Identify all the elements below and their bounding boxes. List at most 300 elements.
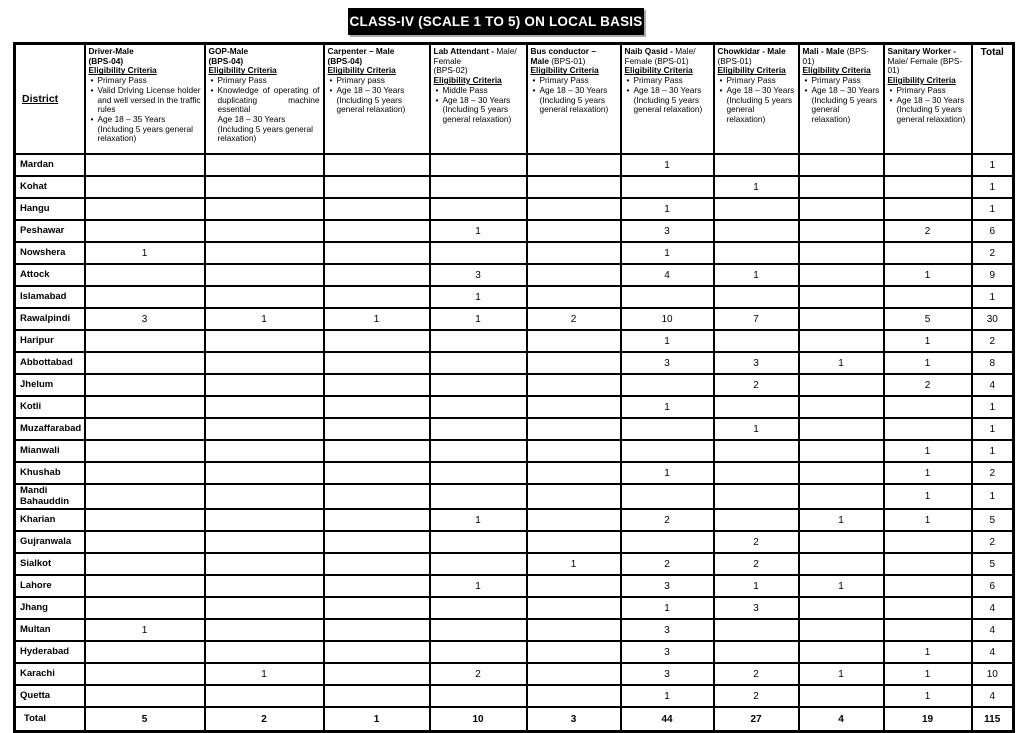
count-cell-driver (85, 597, 205, 619)
count-cell-carpenter (324, 509, 430, 531)
count-cell-bus-conductor (527, 220, 621, 242)
count-cell-driver (85, 641, 205, 663)
total-column-header: Total (972, 44, 1014, 155)
row-total-cell: 10 (972, 663, 1014, 685)
job-title-bold: Lab Attendant - (433, 46, 495, 56)
count-cell-sanitary-worker: 2 (884, 220, 972, 242)
count-cell-chowkidar (714, 462, 799, 484)
table-row (15, 685, 1014, 707)
count-cell-carpenter (324, 198, 430, 220)
criteria-bullet: • Valid Driving License holder and well versed in the traffic rules (89, 86, 201, 115)
count-cell-naib-qasid (621, 531, 714, 553)
count-cell-carpenter (324, 418, 430, 440)
row-total-cell: 1 (972, 484, 1014, 509)
criteria-bullet: • Knowledge of operating of duplicating machine essential (209, 86, 320, 115)
table-row (15, 641, 1014, 663)
total-count-cell-sanitary-worker: 19 (884, 707, 972, 732)
job-title-gender: Male/ Female (624, 46, 696, 66)
count-cell-chowkidar (714, 286, 799, 308)
count-cell-gop (205, 330, 324, 352)
table-row (15, 619, 1014, 641)
table-row (15, 374, 1014, 396)
count-cell-lab-attendant: 1 (430, 220, 527, 242)
column-header-lab-attendant (430, 44, 527, 155)
count-cell-chowkidar (714, 154, 799, 176)
count-cell-carpenter (324, 619, 430, 641)
criteria-bullet: • Primary Pass (89, 76, 201, 86)
count-cell-naib-qasid: 2 (621, 509, 714, 531)
count-cell-driver (85, 663, 205, 685)
recruitment-table (13, 42, 1015, 733)
column-header-mali (799, 44, 884, 155)
count-cell-mali (799, 619, 884, 641)
count-cell-sanitary-worker (884, 396, 972, 418)
count-cell-bus-conductor (527, 176, 621, 198)
total-count-cell-mali: 4 (799, 707, 884, 732)
count-cell-chowkidar: 7 (714, 308, 799, 330)
count-cell-naib-qasid: 1 (621, 154, 714, 176)
job-bps: (BPS-01) (654, 55, 689, 66)
table-row (15, 352, 1014, 374)
total-count-cell-lab-attendant: 10 (430, 707, 527, 732)
criteria-bullet: • Age 18 – 30 Years (Including 5 years general relaxation) (328, 86, 426, 115)
count-cell-bus-conductor (527, 484, 621, 509)
table-row (15, 330, 1014, 352)
row-total-cell: 4 (972, 374, 1014, 396)
count-cell-chowkidar (714, 509, 799, 531)
column-header-sanitary-worker (884, 44, 972, 155)
count-cell-bus-conductor (527, 418, 621, 440)
count-cell-chowkidar: 3 (714, 597, 799, 619)
criteria-bullet: • Primary pass (328, 76, 426, 86)
count-cell-chowkidar (714, 220, 799, 242)
table-header (15, 44, 1014, 155)
count-cell-sanitary-worker: 1 (884, 330, 972, 352)
count-cell-carpenter (324, 374, 430, 396)
count-cell-bus-conductor (527, 264, 621, 286)
count-cell-driver (85, 176, 205, 198)
count-cell-carpenter (324, 531, 430, 553)
count-cell-sanitary-worker: 5 (884, 308, 972, 330)
column-header-chowkidar (714, 44, 799, 155)
count-cell-driver (85, 264, 205, 286)
criteria-bullet: • Primary Pass (718, 76, 795, 86)
eligibility-criteria-label: Eligibility Criteria (802, 65, 871, 76)
job-title-bold: Mali - Male (802, 46, 845, 56)
job-bps: (BPS-01) (887, 55, 963, 76)
eligibility-criteria-label: Eligibility Criteria (624, 65, 693, 76)
count-cell-chowkidar: 2 (714, 685, 799, 707)
count-cell-chowkidar: 2 (714, 553, 799, 575)
table-row (15, 462, 1014, 484)
count-cell-driver (85, 509, 205, 531)
count-cell-bus-conductor (527, 154, 621, 176)
column-header-naib-qasid (621, 44, 714, 155)
count-cell-chowkidar (714, 619, 799, 641)
count-cell-bus-conductor (527, 531, 621, 553)
count-cell-chowkidar: 2 (714, 663, 799, 685)
count-cell-carpenter (324, 176, 430, 198)
count-cell-naib-qasid: 1 (621, 198, 714, 220)
count-cell-naib-qasid: 1 (621, 685, 714, 707)
row-total-cell: 1 (972, 176, 1014, 198)
count-cell-lab-attendant: 1 (430, 286, 527, 308)
job-bps: (BPS-04) (327, 55, 363, 66)
count-cell-naib-qasid: 4 (621, 264, 714, 286)
table-row (15, 154, 1014, 176)
table-row (15, 484, 1014, 509)
count-cell-driver (85, 286, 205, 308)
count-cell-gop (205, 484, 324, 509)
count-cell-carpenter (324, 220, 430, 242)
count-cell-carpenter (324, 352, 430, 374)
job-bps: (BPS-04) (208, 55, 244, 66)
page-title: CLASS-IV (SCALE 1 TO 5) ON LOCAL BASIS (348, 8, 644, 35)
count-cell-driver (85, 418, 205, 440)
count-cell-chowkidar (714, 484, 799, 509)
count-cell-bus-conductor (527, 619, 621, 641)
job-title (888, 47, 968, 76)
total-count-cell-naib-qasid: 44 (621, 707, 714, 732)
job-title-bold: Naib Qasid - (624, 46, 673, 56)
count-cell-gop (205, 418, 324, 440)
count-cell-sanitary-worker (884, 418, 972, 440)
count-cell-mali (799, 685, 884, 707)
row-total-cell: 4 (972, 597, 1014, 619)
count-cell-sanitary-worker (884, 176, 972, 198)
row-total-cell: 1 (972, 198, 1014, 220)
row-total-cell: 2 (972, 330, 1014, 352)
count-cell-driver (85, 374, 205, 396)
district-cell: Jhang (15, 597, 85, 619)
count-cell-naib-qasid (621, 176, 714, 198)
row-total-cell: 6 (972, 575, 1014, 597)
count-cell-sanitary-worker: 1 (884, 509, 972, 531)
count-cell-gop: 1 (205, 663, 324, 685)
count-cell-lab-attendant: 3 (430, 264, 527, 286)
row-total-cell: 6 (972, 220, 1014, 242)
count-cell-gop (205, 597, 324, 619)
district-cell: Multan (15, 619, 85, 641)
job-title-bold: GOP-Male (208, 46, 249, 56)
count-cell-naib-qasid: 3 (621, 663, 714, 685)
row-total-cell: 1 (972, 154, 1014, 176)
job-title (718, 47, 795, 66)
count-cell-gop (205, 440, 324, 462)
count-cell-lab-attendant (430, 374, 527, 396)
count-cell-lab-attendant (430, 531, 527, 553)
count-cell-driver: 1 (85, 619, 205, 641)
count-cell-naib-qasid: 1 (621, 242, 714, 264)
count-cell-lab-attendant (430, 597, 527, 619)
table-row (15, 575, 1014, 597)
count-cell-lab-attendant (430, 176, 527, 198)
count-cell-driver (85, 531, 205, 553)
count-cell-gop (205, 641, 324, 663)
total-count-cell-bus-conductor: 3 (527, 707, 621, 732)
count-cell-gop (205, 220, 324, 242)
table-row (15, 396, 1014, 418)
row-total-cell: 2 (972, 462, 1014, 484)
job-title-bold: Driver-Male (88, 46, 134, 56)
count-cell-bus-conductor: 2 (527, 308, 621, 330)
criteria-bullet: • Age 18 – 30 Years (Including 5 years general relaxation) (434, 96, 523, 125)
district-cell: Islamabad (15, 286, 85, 308)
count-cell-gop (205, 531, 324, 553)
count-cell-sanitary-worker (884, 154, 972, 176)
count-cell-bus-conductor (527, 575, 621, 597)
count-cell-mali: 1 (799, 352, 884, 374)
eligibility-criteria-label: Eligibility Criteria (88, 65, 157, 76)
count-cell-lab-attendant (430, 198, 527, 220)
job-title-bold: Chowkidar - Male (717, 46, 786, 56)
district-cell: Nowshera (15, 242, 85, 264)
count-cell-mali (799, 374, 884, 396)
count-cell-chowkidar: 3 (714, 352, 799, 374)
district-cell: Mandi Bahauddin (15, 484, 85, 509)
total-count-cell-chowkidar: 27 (714, 707, 799, 732)
count-cell-naib-qasid: 3 (621, 352, 714, 374)
count-cell-naib-qasid: 3 (621, 220, 714, 242)
count-cell-sanitary-worker: 1 (884, 663, 972, 685)
district-cell: Attock (15, 264, 85, 286)
count-cell-mali: 1 (799, 575, 884, 597)
count-cell-naib-qasid: 1 (621, 597, 714, 619)
count-cell-sanitary-worker: 1 (884, 462, 972, 484)
count-cell-carpenter (324, 286, 430, 308)
count-cell-lab-attendant: 1 (430, 509, 527, 531)
count-cell-chowkidar: 1 (714, 176, 799, 198)
count-cell-gop (205, 352, 324, 374)
table-row (15, 597, 1014, 619)
job-bps: (BPS-01) (802, 46, 869, 66)
count-cell-bus-conductor (527, 352, 621, 374)
count-cell-sanitary-worker: 1 (884, 440, 972, 462)
count-cell-mali (799, 220, 884, 242)
district-cell: Peshawar (15, 220, 85, 242)
district-cell: Mianwali (15, 440, 85, 462)
criteria-bullet: • Primary Pass (803, 76, 880, 86)
column-header-driver (85, 44, 205, 155)
count-cell-chowkidar (714, 198, 799, 220)
criteria-bullet: • Age 18 – 30 Years (Including 5 years general relaxation) (625, 86, 710, 115)
eligibility-criteria-label: Eligibility Criteria (887, 75, 956, 86)
district-cell: Haripur (15, 330, 85, 352)
count-cell-lab-attendant: 2 (430, 663, 527, 685)
job-title (531, 47, 617, 66)
totals-row (15, 707, 1014, 732)
district-cell: Hangu (15, 198, 85, 220)
job-title (803, 47, 880, 66)
count-cell-sanitary-worker (884, 242, 972, 264)
district-cell: Khushab (15, 462, 85, 484)
count-cell-chowkidar: 2 (714, 374, 799, 396)
count-cell-gop (205, 198, 324, 220)
count-cell-gop (205, 462, 324, 484)
count-cell-gop (205, 509, 324, 531)
count-cell-bus-conductor (527, 685, 621, 707)
count-cell-mali (799, 641, 884, 663)
column-header-carpenter (324, 44, 430, 155)
job-title-bold: Bus conductor – Male (530, 46, 596, 66)
criteria-bullet: • Primary Pass (531, 76, 617, 86)
count-cell-driver (85, 462, 205, 484)
count-cell-mali (799, 597, 884, 619)
count-cell-sanitary-worker: 2 (884, 374, 972, 396)
count-cell-chowkidar (714, 440, 799, 462)
district-cell: Mardan (15, 154, 85, 176)
count-cell-lab-attendant (430, 553, 527, 575)
count-cell-lab-attendant (430, 396, 527, 418)
count-cell-naib-qasid (621, 374, 714, 396)
district-cell: Kohat (15, 176, 85, 198)
count-cell-mali (799, 553, 884, 575)
row-total-cell: 9 (972, 264, 1014, 286)
eligibility-criteria-label: Eligibility Criteria (530, 65, 599, 76)
district-cell: Kotli (15, 396, 85, 418)
district-header-label: District (22, 92, 59, 105)
count-cell-mali (799, 154, 884, 176)
count-cell-driver (85, 440, 205, 462)
count-cell-mali: 1 (799, 509, 884, 531)
table-row (15, 509, 1014, 531)
count-cell-carpenter (324, 597, 430, 619)
total-count-cell-gop: 2 (205, 707, 324, 732)
count-cell-mali (799, 242, 884, 264)
row-total-cell: 4 (972, 685, 1014, 707)
count-cell-carpenter (324, 575, 430, 597)
count-cell-naib-qasid: 3 (621, 641, 714, 663)
criteria-bullet: • Age 18 – 30 Years (Including 5 years general relaxation) (888, 96, 968, 125)
count-cell-chowkidar (714, 641, 799, 663)
count-cell-mali: 1 (799, 663, 884, 685)
count-cell-driver (85, 198, 205, 220)
criteria-bullet: • Primary Pass (209, 76, 320, 86)
count-cell-lab-attendant (430, 330, 527, 352)
count-cell-gop (205, 374, 324, 396)
row-total-cell: 1 (972, 418, 1014, 440)
count-cell-bus-conductor (527, 286, 621, 308)
count-cell-carpenter (324, 462, 430, 484)
count-cell-bus-conductor (527, 597, 621, 619)
count-cell-carpenter (324, 440, 430, 462)
count-cell-gop: 1 (205, 308, 324, 330)
row-total-cell: 8 (972, 352, 1014, 374)
count-cell-lab-attendant (430, 685, 527, 707)
count-cell-chowkidar (714, 396, 799, 418)
criteria-bullet: • Age 18 – 30 Years (Including 5 years general relaxation) (718, 86, 795, 125)
count-cell-chowkidar: 1 (714, 575, 799, 597)
count-cell-sanitary-worker (884, 553, 972, 575)
district-cell: Hyderabad (15, 641, 85, 663)
count-cell-bus-conductor (527, 374, 621, 396)
job-bps: (BPS-04) (88, 55, 124, 66)
table-row (15, 242, 1014, 264)
criteria-bullet: • Age 18 – 30 Years (Including 5 years general relaxation) (531, 86, 617, 115)
count-cell-sanitary-worker (884, 597, 972, 619)
count-cell-sanitary-worker: 1 (884, 685, 972, 707)
count-cell-carpenter (324, 685, 430, 707)
count-cell-gop (205, 553, 324, 575)
row-total-cell: 1 (972, 440, 1014, 462)
count-cell-naib-qasid (621, 484, 714, 509)
count-cell-sanitary-worker (884, 531, 972, 553)
job-bps: (BPS-01) (717, 55, 752, 66)
count-cell-gop (205, 242, 324, 264)
count-cell-mali (799, 264, 884, 286)
job-bps: (BPS-01) (551, 55, 586, 66)
count-cell-naib-qasid: 2 (621, 553, 714, 575)
eligibility-criteria-label: Eligibility Criteria (433, 75, 502, 86)
count-cell-mali (799, 330, 884, 352)
count-cell-gop (205, 396, 324, 418)
row-total-cell: 2 (972, 242, 1014, 264)
count-cell-driver (85, 685, 205, 707)
criteria-bullet: • Age 18 – 35 Years (Including 5 years general relaxation) (89, 115, 201, 144)
count-cell-mali (799, 286, 884, 308)
row-total-cell: 4 (972, 641, 1014, 663)
count-cell-sanitary-worker: 1 (884, 352, 972, 374)
district-cell: Quetta (15, 685, 85, 707)
count-cell-driver (85, 154, 205, 176)
row-total-cell: 1 (972, 396, 1014, 418)
count-cell-bus-conductor (527, 440, 621, 462)
job-title-bold: Sanitary Worker - (887, 46, 957, 56)
count-cell-naib-qasid (621, 286, 714, 308)
count-cell-mali (799, 176, 884, 198)
count-cell-sanitary-worker: 1 (884, 264, 972, 286)
count-cell-carpenter (324, 663, 430, 685)
count-cell-driver (85, 553, 205, 575)
table-row (15, 220, 1014, 242)
count-cell-naib-qasid: 1 (621, 462, 714, 484)
count-cell-mali (799, 418, 884, 440)
criteria-note: Age 18 – 30 Years (Including 5 years general relaxation) (217, 113, 313, 144)
row-total-cell: 4 (972, 619, 1014, 641)
count-cell-bus-conductor (527, 330, 621, 352)
count-cell-lab-attendant (430, 352, 527, 374)
count-cell-carpenter (324, 154, 430, 176)
count-cell-naib-qasid: 1 (621, 330, 714, 352)
count-cell-carpenter (324, 484, 430, 509)
criteria-bullet: • Age 18 – 30 Years (Including 5 years general relaxation) (803, 86, 880, 125)
count-cell-gop (205, 286, 324, 308)
count-cell-naib-qasid (621, 440, 714, 462)
count-cell-mali (799, 396, 884, 418)
district-cell: Lahore (15, 575, 85, 597)
table-row (15, 531, 1014, 553)
count-cell-driver: 3 (85, 308, 205, 330)
count-cell-mali (799, 462, 884, 484)
count-cell-gop (205, 176, 324, 198)
count-cell-sanitary-worker (884, 286, 972, 308)
count-cell-naib-qasid: 10 (621, 308, 714, 330)
table-body (15, 154, 1014, 732)
count-cell-lab-attendant (430, 462, 527, 484)
job-title-bold: Carpenter – Male (327, 46, 395, 56)
count-cell-sanitary-worker (884, 198, 972, 220)
count-cell-carpenter (324, 553, 430, 575)
count-cell-naib-qasid: 3 (621, 619, 714, 641)
count-cell-bus-conductor (527, 242, 621, 264)
grand-total-cell: 115 (972, 707, 1014, 732)
count-cell-mali (799, 484, 884, 509)
count-cell-lab-attendant: 1 (430, 308, 527, 330)
district-column-header (15, 44, 85, 155)
count-cell-naib-qasid (621, 418, 714, 440)
count-cell-carpenter (324, 641, 430, 663)
criteria-bullet: • Primary Pass (625, 76, 710, 86)
